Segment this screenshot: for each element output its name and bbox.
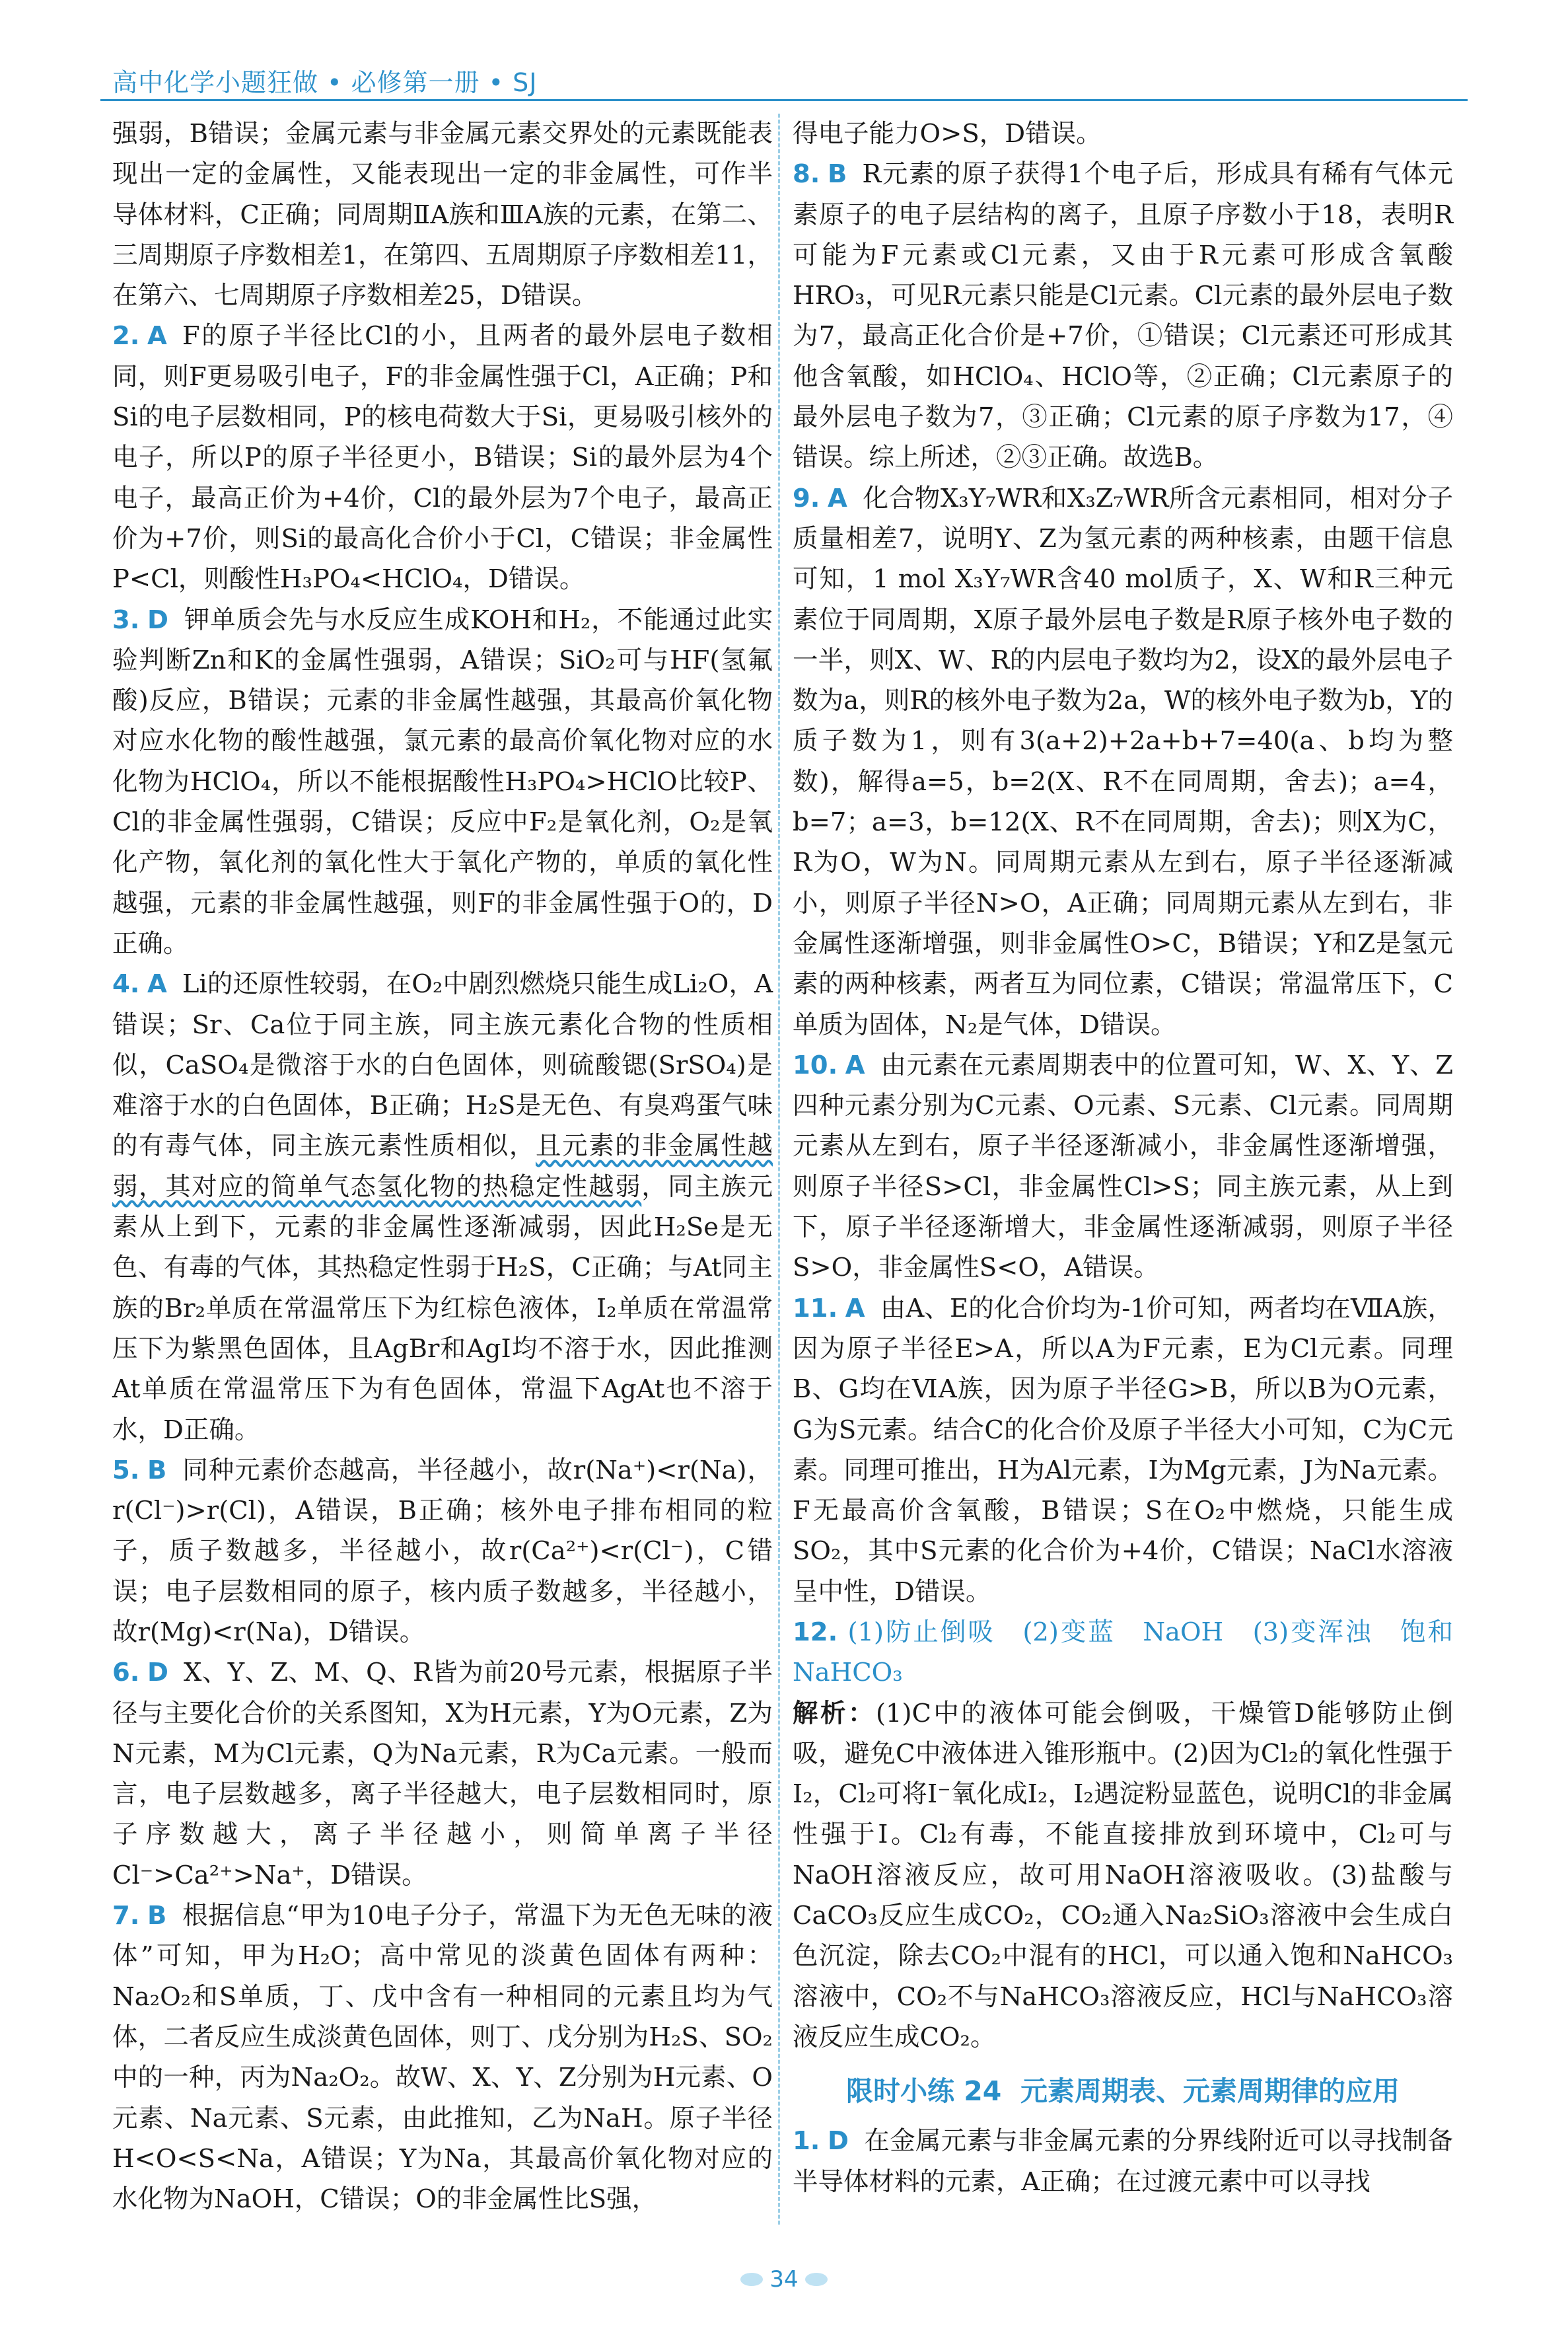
continued-answer: 强弱，B错误；金属元素与非金属元素交界处的元素既能表现出一定的金属性，又能表现出一定的非金属性，可作半导体材料，C正确；同周期ⅡA族和ⅢA族的元素，在第二、三周期原子序数相差1，在第四、五周期原子序数相差11，在第六、七周期原子序数相差25，D错误。: [112, 119, 773, 311]
item-explanation: 同种元素价态越高，半径越小，故r(Na⁺)<r(Na)，r(Cl⁻)>r(Cl)，A错误，B正确；核外电子排布相同的粒子，质子数越多，半径越小，故r(Ca²⁺)<r(Cl⁻)，C错误；电子层数相同的原子，核内质子数越多，半径越小，故r(Mg)<r(Na)，D错误。: [112, 1455, 773, 1647]
header-rule: [100, 99, 1468, 101]
item-explanation: R元素的原子获得1个电子后，形成具有稀有气体元素原子的电子层结构的离子，且原子序数小于18，表明R可能为F元素或Cl元素，又由于R元素可形成含氧酸HRO₃，可见R元素只能是Cl元素。Cl元素的最外层电子数为7，最高正化合价是+7价，①错误；Cl元素还可形成其他含氧酸，如HClO₄、HClO等，②正确；Cl元素原子的最外层电子数为7，③正确；Cl元素的原子序数为17，④错误。综上所述，②③正确。故选B。: [793, 159, 1453, 473]
section-label: 限时小练 24: [845, 2075, 1002, 2108]
page-header: [100, 53, 1468, 106]
item-number: 7.: [112, 1901, 140, 1931]
book-title: 高中化学小题狂做 • 必修第一册 • SJ: [112, 68, 538, 97]
item-answer: A: [147, 321, 167, 351]
item-answer: D: [147, 605, 168, 635]
right-column: [793, 114, 1453, 2202]
item-explanation: X、Y、Z、M、Q、R皆为前20号元素，根据原子半径与主要化合价的关系图知，X为H元素，Y为O元素，Z为N元素，M为Cl元素，Q为Na元素，R为Ca元素。一般而言，电子层数越多，离子半径越大，电子层数相同时，原子序数越大，离子半径越小，则简单离子半径Cl⁻>Ca²⁺>Na⁺，D错误。: [112, 1658, 773, 1890]
item-answer: A: [147, 969, 167, 1000]
section-title-text: 元素周期表、元素周期律的应用: [1020, 2075, 1400, 2108]
answer-item: [793, 478, 1453, 1045]
item-explanation: 由元素在元素周期表中的位置可知，W、X、Y、Z四种元素分别为C元素、O元素、S元素、Cl元素。同周期元素从左到右，原子半径逐渐减小，非金属性逐渐增强，则原子半径S>Cl，非金属性Cl>S；同主族元素，从上到下，原子半径逐渐增大，非金属性逐渐减弱，则原子半径S>O，非金属性S<O，A错误。: [793, 1050, 1453, 1283]
item-answer: D: [147, 1658, 168, 1688]
page-number-badge: [740, 2266, 827, 2293]
answer-item: [793, 1612, 1453, 1693]
page-footer: [0, 2266, 1568, 2293]
item-number: 12.: [793, 1617, 838, 1647]
item-number: 3.: [112, 605, 140, 635]
answer-item: [112, 1450, 773, 1652]
answer-item: [793, 1045, 1453, 1288]
answer-item: [112, 600, 773, 965]
answer-item: [793, 1288, 1453, 1612]
item-answer-text: (1)防止倒吸 (2)变蓝 NaOH (3)变浑浊 饱和NaHCO₃: [793, 1617, 1453, 1688]
wavy-underlined-text: 且元素的非金属性越弱，其对应的简单气态氢化物的热稳定性越弱: [112, 1131, 773, 1202]
section-heading: [793, 2068, 1453, 2114]
answer-item: [112, 316, 773, 599]
item-explanation-continued: ，同主族元素从上到下，元素的非金属性逐渐减弱，因此H₂Se是无色、有毒的气体，其热稳定性弱于H₂S，C正确；与At同主族的Br₂单质在常温常压下为红棕色液体，I₂单质在常温常压下为紫黑色固体，且AgBr和AgI均不溶于水，因此推测At单质在常温常压下为有色固体，常温下AgAt也不溶于水，D正确。: [112, 1171, 773, 1445]
item-explanation: Li的还原性较弱，在O₂中剧烈燃烧只能生成Li₂O，A错误；Sr、Ca位于同主族，同主族元素化合物的性质相似，CaSO₄是微溶于水的白色固体，则硫酸锶(SrSO₄)是难溶于水的白色固体，B正确；H₂S是无色、有臭鸡蛋气味的有毒气体，同主族元素性质相似，: [112, 969, 773, 1162]
analysis-text: (1)C中的液体可能会倒吸，干燥管D能够防止倒吸，避免C中液体进入锥形瓶中。(2)因为Cl₂的氧化性强于I₂，Cl₂可将I⁻氧化成I₂，I₂遇淀粉显蓝色，说明Cl的非金属性强于I。Cl₂有毒，不能直接排放到环境中，Cl₂可与NaOH溶液反应，故可用NaOH溶液吸收。(3)盐酸与CaCO₃反应生成CO₂，CO₂通入Na₂SiO₃溶液中会生成白色沉淀，除去CO₂中混有的HCl，可以通入饱和NaHCO₃溶液中，CO₂不与NaHCO₃溶液反应，HCl与NaHCO₃溶液反应生成CO₂。: [793, 1698, 1453, 2052]
item-number: 6.: [112, 1658, 140, 1688]
item-answer: B: [827, 159, 847, 190]
answer-item: [793, 2121, 1453, 2202]
left-wing-ornament: [740, 2273, 763, 2286]
item-explanation: 化合物X₃Y₇WR和X₃Z₇WR所含元素相同，相对分子质量相差7，说明Y、Z为氢元素的两种核素，由题干信息可知，1 mol X₃Y₇WR含40 mol质子，X、W和R三种元素位于同周期，X原子最外层电子数是R原子核外电子数的一半，则X、W、R的内层电子数均为2，设X的最外层电子数为a，则R的核外电子数为2a，W的核外电子数为b，Y的质子数为1，则有3(a+2)+2a+b+7=40(a、b均为整数)，解得a=5，b=2(X、R不在同周期，舍去)；a=4，b=7；a=3，b=12(X、R不在同周期，舍去)；则X为C，R为O，W为N。同周期元素从左到右，原子半径逐渐减小，则原子半径N>O，A正确；同周期元素从左到右，非金属性逐渐增强，则非金属性O>C，B错误；Y和Z是氢元素的两种核素，两者互为同位素，C错误；常温常压下，C单质为固体，N₂是气体，D错误。: [793, 483, 1453, 1040]
item-answer: D: [827, 2126, 849, 2157]
item-explanation: 在金属元素与非金属元素的分界线附近可以寻找制备半导体材料的元素，A正确；在过渡元素中可以寻找: [793, 2126, 1453, 2197]
item-number: 10.: [793, 1050, 838, 1080]
left-column: [112, 114, 773, 2219]
analysis-paragraph: [793, 1693, 1453, 2058]
item-number: 2.: [112, 321, 140, 351]
page-number: 34: [769, 2266, 799, 2293]
answer-item: [112, 964, 773, 1450]
item-number: 1.: [793, 2126, 820, 2157]
analysis-label: 解析：: [793, 1698, 876, 1728]
right-wing-ornament: [805, 2273, 828, 2286]
item-number: 4.: [112, 969, 140, 1000]
item-number: 5.: [112, 1455, 140, 1485]
answer-item: [112, 1896, 773, 2219]
continued-answer: 得电子能力O>S，D错误。: [793, 119, 1102, 149]
item-number: 11.: [793, 1293, 838, 1323]
item-number: 8.: [793, 159, 820, 190]
item-answer: B: [147, 1901, 167, 1931]
column-divider: [778, 114, 780, 2225]
answer-item: [793, 154, 1453, 478]
item-answer: B: [147, 1455, 167, 1485]
item-explanation: 由A、E的化合价均为-1价可知，两者均在ⅦA族，因为原子半径E>A，所以A为F元素，E为Cl元素。同理B、G均在ⅥA族，因为原子半径G>B，所以B为O元素，G为S元素。结合C的化合价及原子半径大小可知，C为C元素。同理可推出，H为Al元素，I为Mg元素，J为Na元素。F无最高价含氧酸，B错误；S在O₂中燃烧，只能生成SO₂，其中S元素的化合价为+4价，C错误；NaCl水溶液呈中性，D错误。: [793, 1293, 1453, 1607]
item-answer: A: [845, 1050, 865, 1080]
item-answer: A: [827, 483, 847, 513]
item-number: 9.: [793, 483, 820, 513]
answer-item: [112, 1652, 773, 1896]
item-explanation: 根据信息“甲为10电子分子，常温下为无色无味的液体”可知，甲为H₂O；高中常见的淡黄色固体有两种：Na₂O₂和S单质，丁、戊中含有一种相同的元素且均为气体，二者反应生成淡黄色固体，则丁、戊分别为H₂S、SO₂中的一种，丙为Na₂O₂。故W、X、Y、Z分别为H元素、O元素、Na元素、S元素，由此推知，乙为NaH。原子半径H<O<S<Na，A错误；Y为Na，其最高价氧化物对应的水化物为NaOH，C错误；O的非金属性比S强，: [112, 1901, 773, 2215]
item-answer: A: [845, 1293, 865, 1323]
item-explanation: 钾单质会先与水反应生成KOH和H₂，不能通过此实验判断Zn和K的金属性强弱，A错误；SiO₂可与HF(氢氟酸)反应，B错误；元素的非金属性越强，其最高价氧化物对应水化物的酸性越强，氯元素的最高价氧化物对应的水化物为HClO₄，所以不能根据酸性H₃PO₄>HClO比较P、Cl的非金属性强弱，C错误；反应中F₂是氧化剂，O₂是氧化产物，氧化剂的氧化性大于氧化产物的，单质的氧化性越强，元素的非金属性越强，则F的非金属性强于O的，D正确。: [112, 605, 773, 959]
item-explanation: F的原子半径比Cl的小，且两者的最外层电子数相同，则F更易吸引电子，F的非金属性强于Cl，A正确；P和Si的电子层数相同，P的核电荷数大于Si，更易吸引核外的电子，所以P的原子半径更小，B错误；Si的最外层为4个电子，最高正价为+4价，Cl的最外层为7个电子，最高正价为+7价，则Si的最高化合价小于Cl，C错误；非金属性P<Cl，则酸性H₃PO₄<HClO₄，D错误。: [112, 321, 773, 595]
